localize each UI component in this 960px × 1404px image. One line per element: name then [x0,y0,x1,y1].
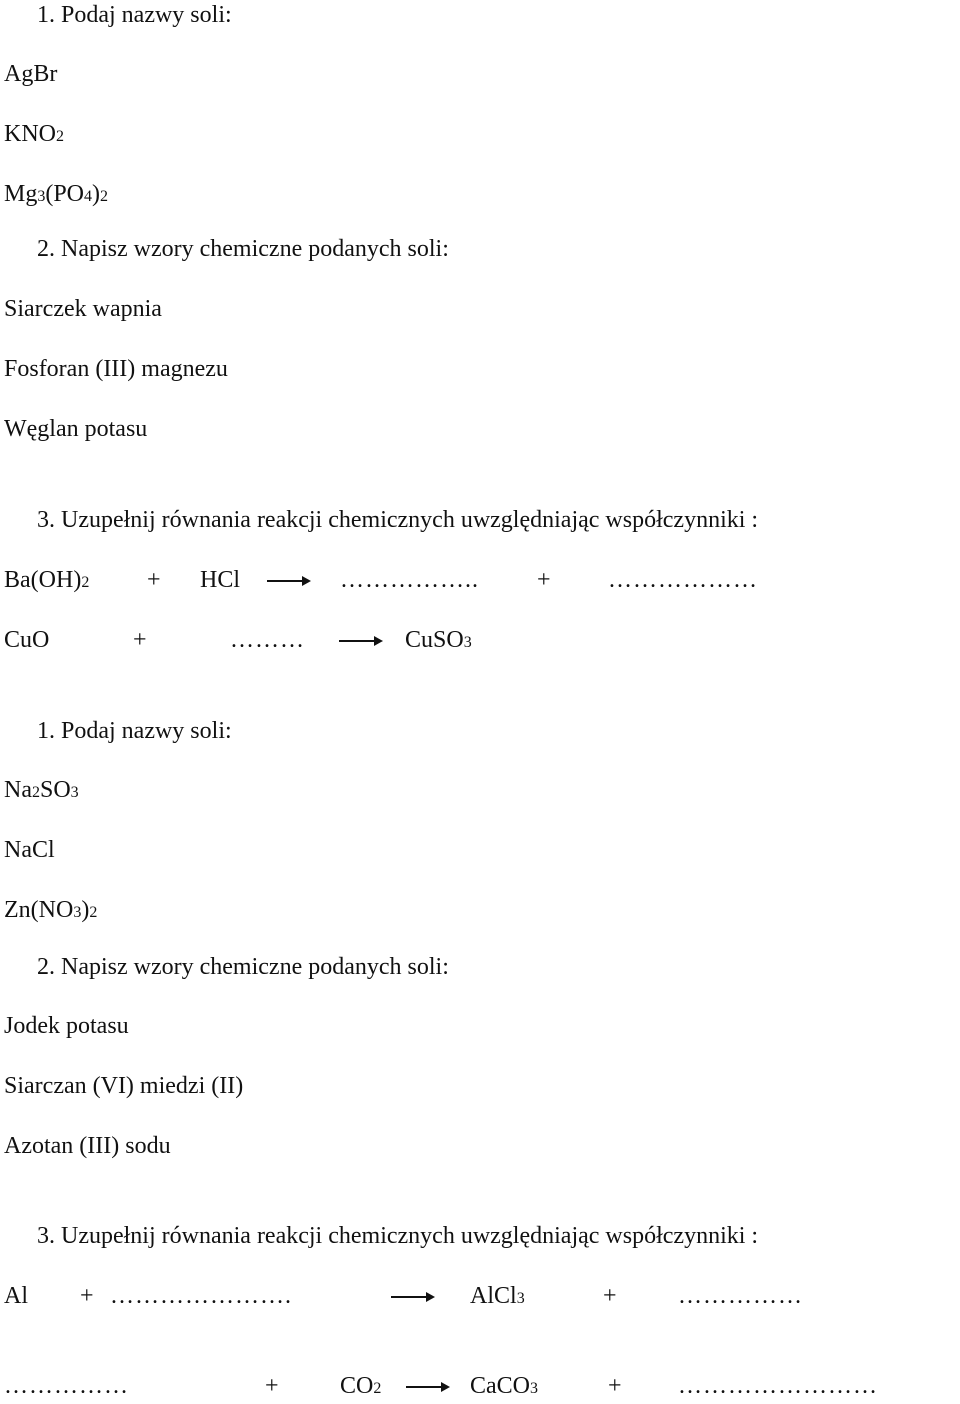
product: CaCO3 [470,1373,538,1399]
plus-sign: + [537,567,551,593]
formula-subscript: 3 [70,784,79,801]
reactant: HCl [200,567,241,593]
answer-blank: …………… [4,1373,129,1399]
plus-sign: + [608,1373,622,1399]
question-2-heading: 2. Napisz wzory chemiczne podanych soli: [37,954,449,980]
salt-name: Azotan (III) sodu [4,1133,171,1159]
formula-subscript: 2 [89,904,98,921]
formula-text: KNO [4,121,56,147]
plus-sign: + [603,1283,617,1309]
formula-subscript: 2 [56,128,64,145]
product: AlCl3 [470,1283,525,1309]
equation-row [0,565,960,599]
salt-formula [4,59,57,89]
question-3-heading: 3. Uzupełnij równania reakcji chemicznych uwzględniając współczynniki : [37,1223,759,1249]
formula-text: ) [92,181,101,207]
answer-blank: …………………… [678,1373,878,1399]
salt-name: Fosforan (III) magnezu [4,356,228,382]
formula-text: (PO [45,181,85,207]
salt-formula [4,835,55,865]
answer-blank: ……… [230,627,305,653]
arrow-icon [390,1281,436,1312]
equation-row [0,625,960,659]
plus-sign: + [265,1373,279,1399]
arrow-icon [405,1371,451,1402]
formula-content [4,777,79,803]
formula-text: SO [39,777,71,803]
formula-content [4,837,55,863]
answer-blank: …………………. [110,1283,292,1309]
formula-subscript: 4 [84,188,93,205]
formula-text: Zn(NO [4,897,74,923]
plus-sign: + [133,627,147,653]
formula-text: NaCl [4,837,55,863]
salt-name: Jodek potasu [4,1013,129,1039]
salt-name: Siarczek wapnia [4,296,162,322]
arrow-icon [338,625,384,656]
plus-sign: + [147,567,161,593]
question-1-heading: 1. Podaj nazwy soli: [37,718,232,744]
salt-formula [4,895,97,928]
formula-subscript: 2 [31,784,40,801]
arrow-icon [266,565,312,596]
question-1-heading: 1. Podaj nazwy soli: [37,2,232,28]
equation-row [0,1371,960,1401]
formula-text: ) [81,897,90,923]
formula-subscript: 3 [73,904,82,921]
equation-row [0,1281,960,1315]
salt-formula [4,775,79,808]
product: CuSO3 [405,627,472,653]
formula-subscript: 3 [37,188,46,205]
formula-content [4,61,57,87]
formula-text: Mg [4,181,38,207]
formula-subscript: 2 [100,188,109,205]
reactant: Al [4,1283,28,1309]
salt-name: Siarczan (VI) miedzi (II) [4,1073,244,1099]
answer-blank: ……………… [608,567,758,593]
formula-content [4,897,97,923]
formula-content [4,121,64,147]
reactant: CO2 [340,1373,382,1399]
question-3-heading: 3. Uzupełnij równania reakcji chemicznych uwzględniając współczynniki : [37,507,759,533]
answer-blank: …………… [678,1283,803,1309]
reactant: Ba(OH)2 [4,567,90,593]
plus-sign: + [80,1283,94,1309]
answer-blank: …………….. [340,567,479,593]
formula-text: AgBr [4,61,58,87]
salt-formula [4,179,108,212]
formula-content [4,181,108,207]
formula-text: Na [4,777,32,803]
salt-formula [4,119,64,152]
question-2-heading: 2. Napisz wzory chemiczne podanych soli: [37,236,449,262]
reactant: CuO [4,627,50,653]
salt-name: Węglan potasu [4,416,148,442]
